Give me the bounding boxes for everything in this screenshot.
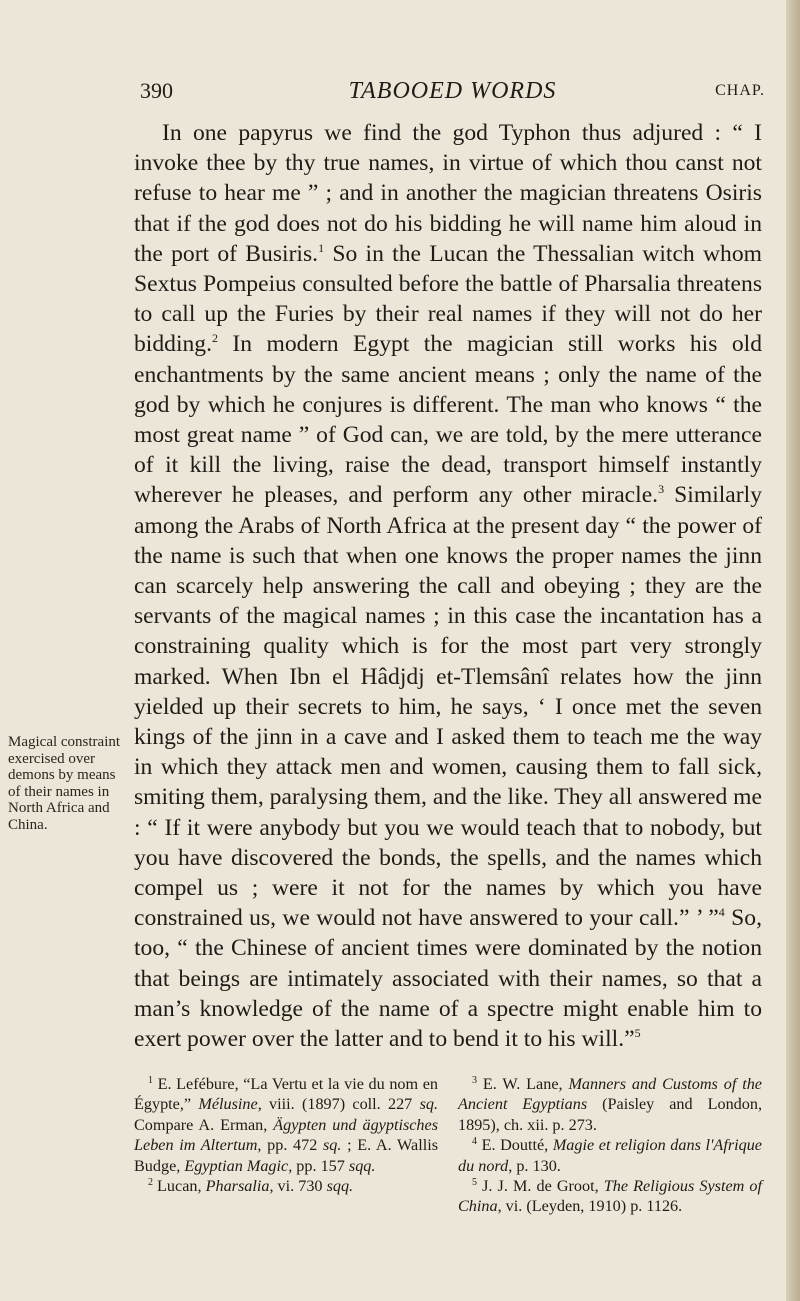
footnote-italic: Ägypten und ägyptisches Leben im Altertum	[134, 1115, 439, 1155]
footnote-text: , pp. 157	[288, 1156, 349, 1175]
footnote-italic: Manners and Customs of the Ancient Egyptians	[458, 1075, 762, 1114]
body-text	[134, 118, 762, 1054]
footnote-italic: The Religious System of China	[458, 1177, 762, 1216]
footnote-4	[458, 1135, 762, 1176]
footnote-mark: 3	[472, 1075, 477, 1086]
footnotes	[134, 1074, 762, 1217]
footnote-ref-4: 4	[718, 905, 725, 920]
footnote-ref-3: 3	[658, 482, 665, 497]
footnote-text: Lucan,	[153, 1177, 206, 1196]
page-header	[140, 78, 765, 118]
footnote-mark: 5	[472, 1177, 477, 1189]
footnote-text: J. J. M. de Groot,	[477, 1177, 604, 1196]
body-text-part-1: In one papyrus we find the god Typhon thus adjured : “ I invoke thee by thy true names, in virtue of which thou canst not refuse to hear me ” ; and in another the magician threatens Osiris that if the god does not do his bidding he will name him aloud in the port of Busiris.	[134, 120, 762, 267]
footnote-italic: Pharsalia	[205, 1177, 270, 1196]
body-text-part-4: Similarly among the Arabs of North Africa at the present day “ the power of the name is such that when one knows the proper names the jinn can scarcely help answering the call and obeying ; they are the servants of the magical names ; in this case the incantation has a constraining quality which is for the most part very strongly marked. When Ibn el Hâdjdj et-Tlemsânî relates how the jinn yielded up their secrets to him, he says, ‘ I once met the seven kings of the jinn in a cave and I asked them to teach me the way in which they attack men and women, causing them to fall sick, smiting them, paralysing them, and the like. They all answered me : “ If it were anybody but you we would teach that to nobody, but you have discovered the bonds, the spells, and the names which compel us ; were it not for the names by which you have constrained us, we would not have answered to your call.” ’ ”	[134, 482, 762, 932]
footnote-2	[134, 1176, 438, 1196]
footnote-column-right	[458, 1074, 762, 1217]
footnote-1	[134, 1074, 438, 1176]
footnote-mark: 2	[148, 1177, 153, 1189]
body-text-part-2: So in the Lucan the Thessalian witch whom Sextus Pompeius consulted before the battle of Pharsalia threatens to call up the Furies by their real names if they will not do her bidding.	[134, 240, 762, 358]
footnote-italic: sq.	[322, 1136, 342, 1155]
body-text-part-5: So, too, “ the Chinese of ancient times were dominated by the notion that beings are intimately associated with their names, so that a man’s knowledge of the name of a spectre might enable him to exert power over the latter and to bend it to his will.”	[134, 905, 763, 1053]
footnote-italic: Magie et religion dans l'Afrique du nord	[458, 1136, 762, 1175]
footnote-text: ; E. A. Wallis Budge,	[134, 1136, 438, 1175]
margin-note: Magical constraint exercised over demons by means of their names in North Africa and China.	[8, 734, 121, 833]
page-number: 390	[140, 78, 173, 103]
footnote-italic: sqq.	[348, 1156, 376, 1175]
footnote-ref-1: 1	[318, 240, 325, 255]
footnote-text: , viii. (1897) coll. 227	[257, 1095, 420, 1114]
footnote-text: E. Lefébure, “La Vertu et la vie du nom en Égypte,”	[134, 1075, 438, 1114]
chapter-label: CHAP.	[715, 82, 765, 99]
footnote-italic: Mélusine	[198, 1095, 258, 1114]
footnote-ref-2: 2	[212, 331, 218, 346]
running-title: TABOOED WORDS	[348, 78, 557, 104]
footnote-text: , vi. 730	[269, 1177, 327, 1196]
footnote-mark: 1	[148, 1075, 153, 1086]
footnote-3	[458, 1074, 762, 1135]
footnote-5	[458, 1176, 762, 1217]
footnote-text: Compare A. Erman,	[134, 1115, 274, 1134]
body-text-part-3: In modern Egypt the magician still works his old enchantments by the same ancient means ; only the name of the god by which he conjures is different. The man who knows “ the most great name ” of God can, we are told, by the mere utterance of it kill the living, raise the dead, transport himself instantly wherever he pleases, and perform any other miracle.	[134, 331, 762, 509]
footnote-text: , vi. (Leyden, 1910) p. 1126.	[497, 1197, 683, 1216]
page-edge	[786, 0, 800, 1301]
footnote-ref-5: 5	[634, 1026, 641, 1041]
footnote-italic: sq.	[419, 1095, 439, 1114]
footnote-mark: 4	[472, 1136, 477, 1148]
footnote-text: E. Doutté,	[477, 1136, 553, 1155]
footnote-text: (Paisley and London, 1895), ch. xii. p. 273.	[458, 1095, 762, 1134]
footnote-text: E. W. Lane,	[477, 1075, 569, 1093]
footnote-column-left	[134, 1074, 438, 1217]
footnote-text: , pp. 472	[257, 1136, 323, 1155]
body-paragraph	[134, 118, 762, 1054]
footnote-italic: sqq.	[326, 1177, 354, 1196]
footnote-text: , p. 130.	[508, 1156, 561, 1175]
footnote-italic: Egyptian Magic	[184, 1156, 289, 1175]
